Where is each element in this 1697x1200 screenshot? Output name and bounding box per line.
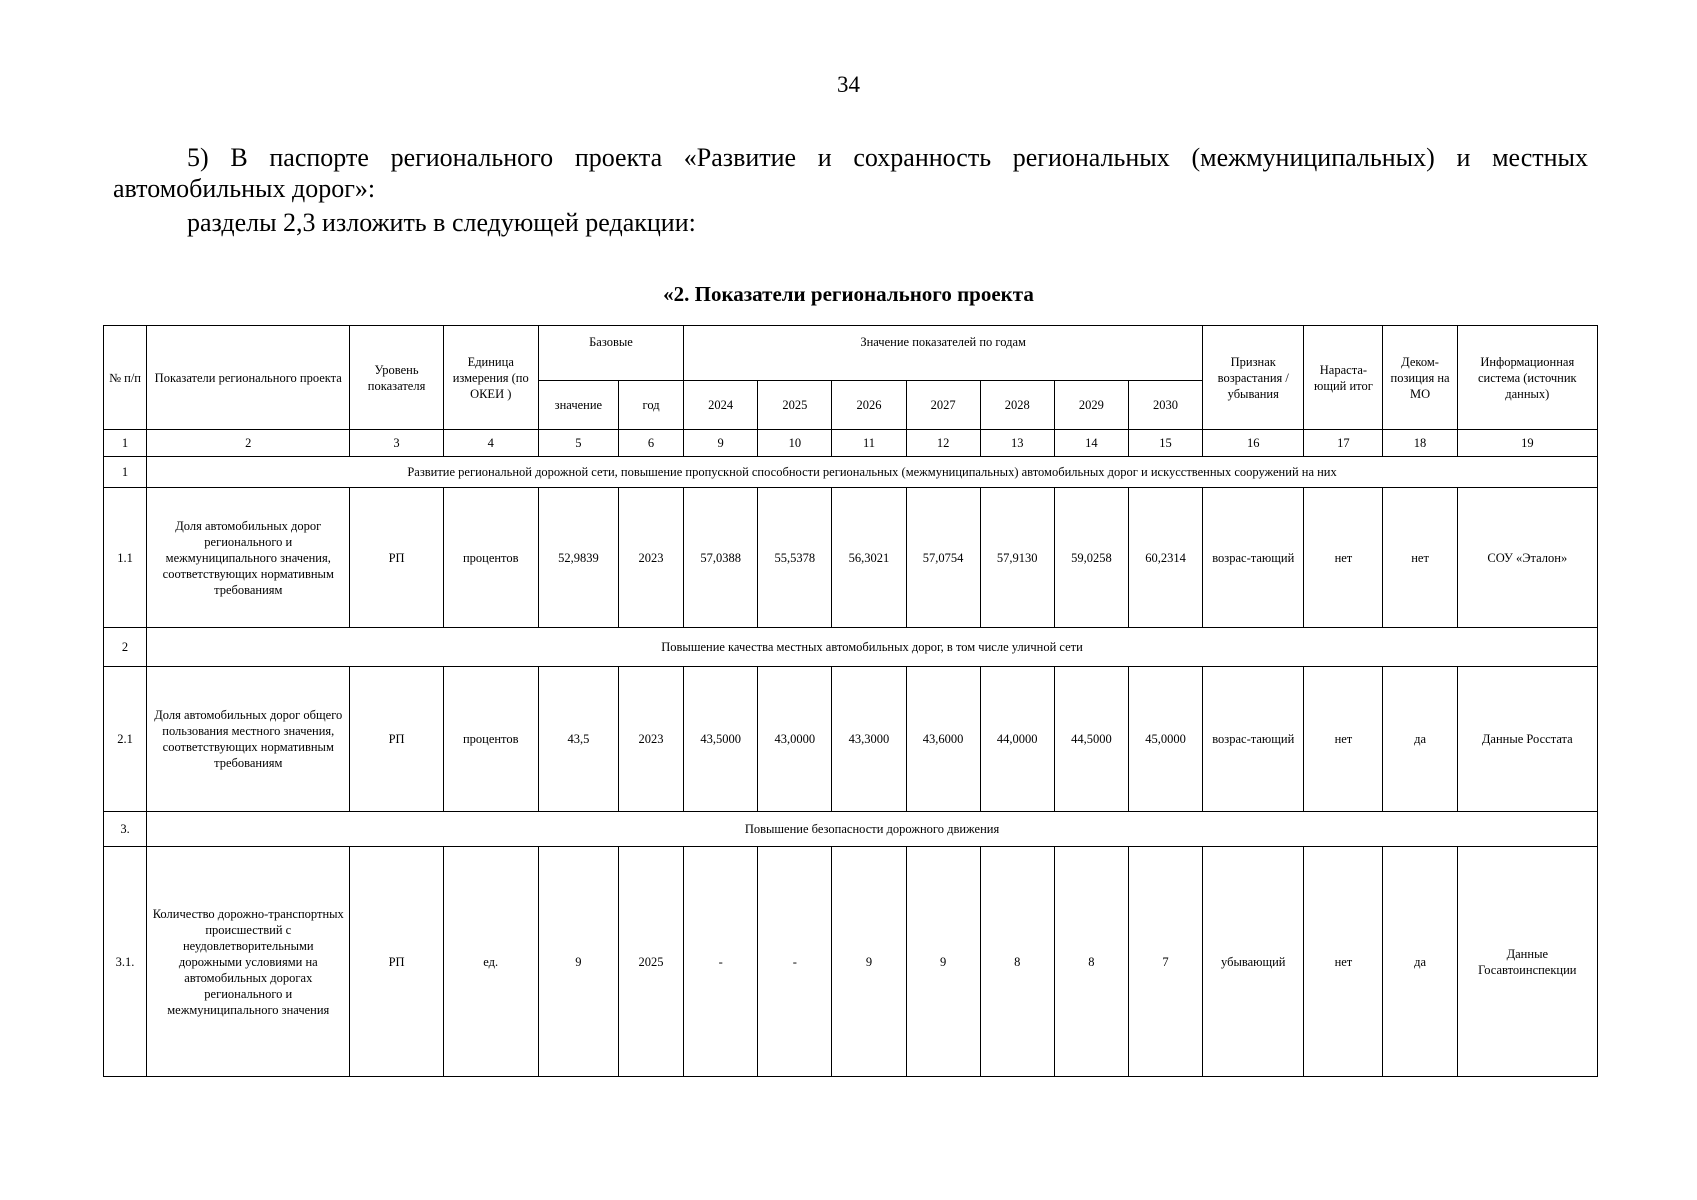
row-trend: возрас-тающий — [1203, 488, 1304, 628]
header-year: 2024 — [684, 381, 758, 430]
header-base-year: год — [618, 381, 683, 430]
row-year-value: 59,0258 — [1054, 488, 1128, 628]
indicators-table — [103, 325, 1598, 1077]
table-row — [104, 847, 1598, 1077]
column-number: 13 — [980, 430, 1054, 457]
row-year-value: 8 — [1054, 847, 1128, 1077]
header-unit: Единица измерения (по ОКЕИ ) — [443, 326, 538, 430]
column-number: 5 — [538, 430, 618, 457]
row-year-value: 44,0000 — [980, 667, 1054, 812]
row-info-system: Данные Росстата — [1457, 667, 1597, 812]
column-number: 16 — [1203, 430, 1304, 457]
group-title: Повышение безопасности дорожного движения — [147, 812, 1598, 847]
column-number: 12 — [906, 430, 980, 457]
header-year: 2027 — [906, 381, 980, 430]
row-base-value: 52,9839 — [538, 488, 618, 628]
row-cumulative: нет — [1304, 667, 1383, 812]
header-level: Уровень показателя — [350, 326, 443, 430]
row-base-value: 43,5 — [538, 667, 618, 812]
header-trend: Признак возрастания / убывания — [1203, 326, 1304, 430]
column-number: 17 — [1304, 430, 1383, 457]
row-level: РП — [350, 847, 443, 1077]
header-base: Базовые — [538, 326, 683, 381]
row-base-value: 9 — [538, 847, 618, 1077]
header-indicator: Показатели регионального проекта — [147, 326, 350, 430]
row-base-year: 2023 — [618, 488, 683, 628]
header-year: 2029 — [1054, 381, 1128, 430]
header-years-group: Значение показателей по годам — [684, 326, 1203, 381]
group-num: 1 — [104, 457, 147, 488]
column-number: 15 — [1128, 430, 1202, 457]
row-year-value: 57,0754 — [906, 488, 980, 628]
row-year-value: 43,0000 — [758, 667, 832, 812]
row-decomposition: нет — [1383, 488, 1457, 628]
column-number: 18 — [1383, 430, 1457, 457]
group-row — [104, 628, 1598, 667]
table-row — [104, 667, 1598, 812]
row-year-value: 43,6000 — [906, 667, 980, 812]
row-year-value: 56,3021 — [832, 488, 906, 628]
row-year-value: - — [684, 847, 758, 1077]
row-indicator: Доля автомобильных дорог общего пользования местного значения, соответствующих нормативным требованиям — [147, 667, 350, 812]
column-number: 10 — [758, 430, 832, 457]
column-number: 3 — [350, 430, 443, 457]
column-number-row — [104, 430, 1598, 457]
row-level: РП — [350, 667, 443, 812]
column-number: 6 — [618, 430, 683, 457]
header-num: № п/п — [104, 326, 147, 430]
row-indicator: Количество дорожно-транспортных происшествий с неудовлетворительными дорожными условиями на автомобильных дорогах регионального и межмуниципального значения — [147, 847, 350, 1077]
row-level: РП — [350, 488, 443, 628]
column-number: 1 — [104, 430, 147, 457]
row-year-value: 60,2314 — [1128, 488, 1202, 628]
header-cumulative: Нараста-ющий итог — [1304, 326, 1383, 430]
row-num: 1.1 — [104, 488, 147, 628]
row-cumulative: нет — [1304, 847, 1383, 1077]
row-year-value: 7 — [1128, 847, 1202, 1077]
header-year: 2025 — [758, 381, 832, 430]
row-year-value: 8 — [980, 847, 1054, 1077]
header-year: 2026 — [832, 381, 906, 430]
row-decomposition: да — [1383, 847, 1457, 1077]
table-row — [104, 488, 1598, 628]
group-row — [104, 812, 1598, 847]
column-number: 9 — [684, 430, 758, 457]
row-trend: возрас-тающий — [1203, 667, 1304, 812]
header-row — [104, 326, 1598, 381]
header-decomposition: Деком-позиция на МО — [1383, 326, 1457, 430]
group-num: 2 — [104, 628, 147, 667]
row-trend: убывающий — [1203, 847, 1304, 1077]
page-number: 34 — [837, 72, 860, 97]
intro-instruction: разделы 2,3 изложить в следующей редакции: — [187, 208, 696, 237]
row-info-system: Данные Госавтоинспекции — [1457, 847, 1597, 1077]
row-year-value: 44,5000 — [1054, 667, 1128, 812]
row-base-year: 2025 — [618, 847, 683, 1077]
column-number: 19 — [1457, 430, 1597, 457]
row-unit: процентов — [443, 667, 538, 812]
row-year-value: 57,0388 — [684, 488, 758, 628]
intro-paragraph: 5) В паспорте регионального проекта «Развитие и сохранность региональных (межмуниципальных) и местных автомобильных дорог»: — [113, 143, 1588, 203]
row-unit: процентов — [443, 488, 538, 628]
group-title: Развитие региональной дорожной сети, повышение пропускной способности региональных (межмуниципальных) автомобильных дорог и искусственных сооружений на них — [147, 457, 1598, 488]
column-number: 14 — [1054, 430, 1128, 457]
row-decomposition: да — [1383, 667, 1457, 812]
column-number: 2 — [147, 430, 350, 457]
row-year-value: 9 — [906, 847, 980, 1077]
row-year-value: 57,9130 — [980, 488, 1054, 628]
row-num: 3.1. — [104, 847, 147, 1077]
row-year-value: 43,3000 — [832, 667, 906, 812]
row-base-year: 2023 — [618, 667, 683, 812]
header-base-value: значение — [538, 381, 618, 430]
row-info-system: СОУ «Эталон» — [1457, 488, 1597, 628]
row-num: 2.1 — [104, 667, 147, 812]
row-year-value: 43,5000 — [684, 667, 758, 812]
row-year-value: 55,5378 — [758, 488, 832, 628]
section-title: «2. Показатели регионального проекта — [663, 282, 1034, 306]
row-year-value: - — [758, 847, 832, 1077]
header-year: 2028 — [980, 381, 1054, 430]
header-info-system: Информационная система (источник данных) — [1457, 326, 1597, 430]
column-number: 11 — [832, 430, 906, 457]
column-number: 4 — [443, 430, 538, 457]
header-year: 2030 — [1128, 381, 1202, 430]
group-num: 3. — [104, 812, 147, 847]
row-indicator: Доля автомобильных дорог регионального и межмуниципального значения, соответствующих нормативным требованиям — [147, 488, 350, 628]
group-row — [104, 457, 1598, 488]
group-title: Повышение качества местных автомобильных дорог, в том числе уличной сети — [147, 628, 1598, 667]
row-year-value: 45,0000 — [1128, 667, 1202, 812]
row-cumulative: нет — [1304, 488, 1383, 628]
row-year-value: 9 — [832, 847, 906, 1077]
row-unit: ед. — [443, 847, 538, 1077]
